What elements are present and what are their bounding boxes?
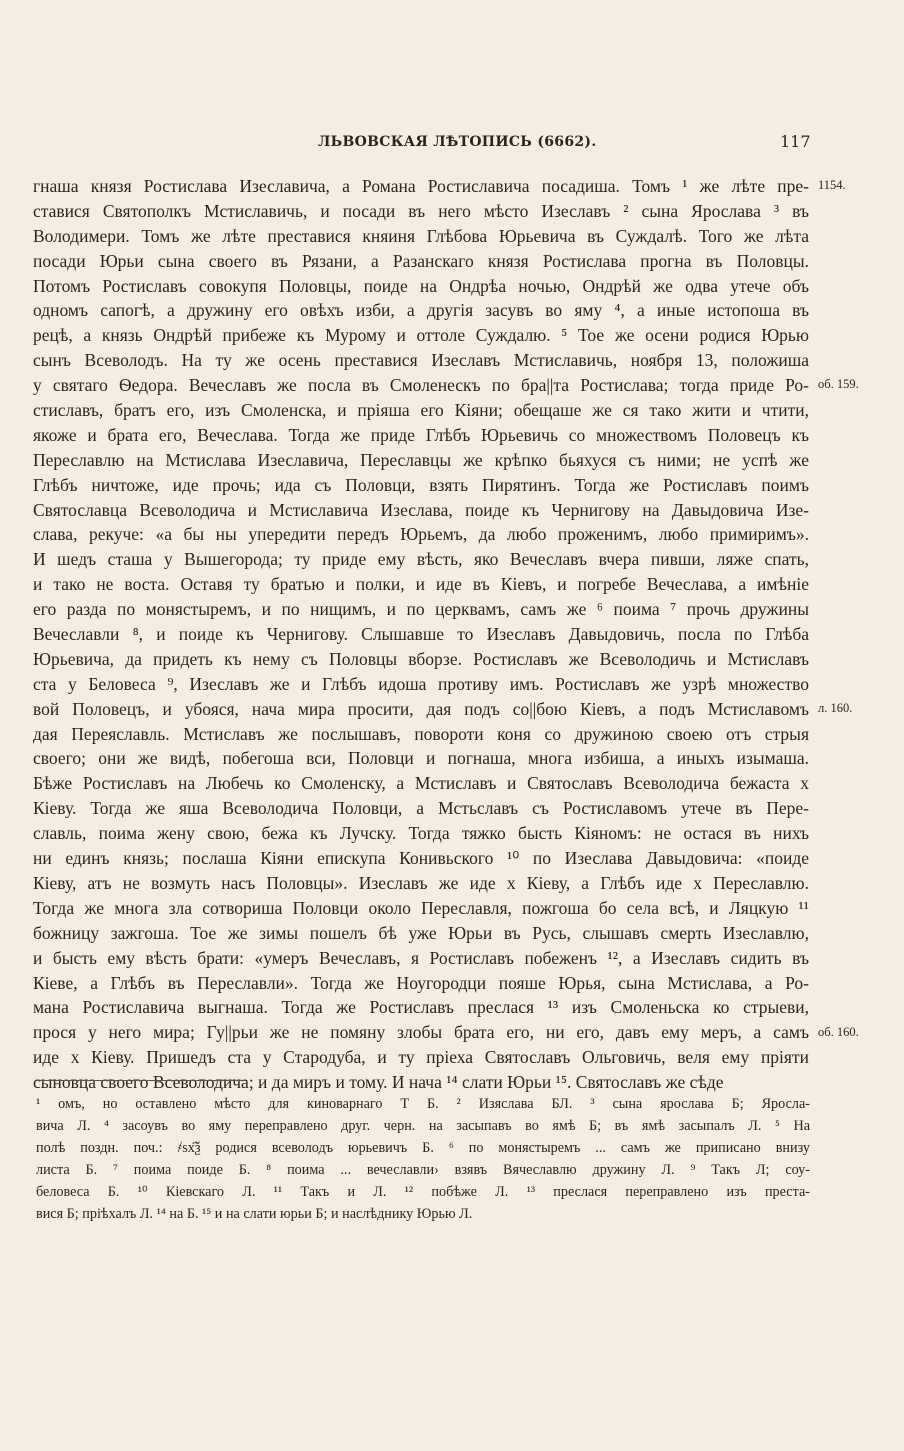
text-line: сынъ Всеволодъ. На ту же осень преставися Изеславъ Мстиславичь, ноября 13, положиша [33,350,809,371]
text-line: Кіеву, атъ не возмуть насъ Половцы». Изеславъ же иде х Кіеву, а Глѣбъ иде х Переславлю. [33,872,809,893]
footnote-line: вися Б; пріѣхалъ Л. ¹⁴ на Б. ¹⁵ и на слати юрьи Б; и наслѣднику Юрью Л. [36,1206,473,1222]
text-line: Володимери. Томъ же лѣте преставися княиня Глѣбова Юрьевича въ Суждалѣ. Того же лѣта [33,225,809,246]
text-line: мана Ростиславича выгнаша. Тогда же Ростиславъ преслася ¹³ изъ Смоленьска ко стрыеви, [33,997,809,1018]
text-line: прося у него мира; Гу||рьи же не помяну злобы брата его, ни его, давъ ему меръ, а самъ [33,1022,809,1043]
main-text [33,174,809,1095]
text-line: И шедъ сташа у Вышегорода; ту приде ему вѣсть, яко Вечеславъ вчера пивши, ляже спать, [33,549,809,570]
text-line: славль, поима жену свою, бежа къ Лучску. Тогда тяжко бысть Кіяномъ: не остася въ нихъ [33,823,809,844]
text-line: его разда по монястыремъ, и по нищимъ, и по церквамъ, самъ же ⁶ поима ⁷ прочь дружины [33,599,809,620]
text-line: Кіеве, а Глѣбъ въ Переславли». Тогда же Ноугородци пояше Юрья, сына Мстислава, а Ро- [33,972,809,993]
text-line: иде х Кіеву. Пришедъ ста у Стародуба, и ту пріеха Святославъ Ольговичь, веля ему пріяти [33,1047,809,1068]
text-line: якоже и брата его, Вечеслава. Тогда же приде Глѣбъ Юрьевичь со множествомъ Половецъ къ [33,424,809,445]
text-line: Переславлю на Мстислава Изеславича, Переславцы же крѣпко бьяхуся съ ними; не успѣ же [33,449,809,470]
text-line: сыновца своего Всеволодича; и да миръ и тому. И нача ¹⁴ слати Юрьи ¹⁵. Святославъ же сѣде [33,1072,724,1093]
footnote-line: беловеса Б. ¹⁰ Кіевскаго Л. ¹¹ Такъ и Л. ¹² побѣже Л. ¹³ преслася переправлено изъ преста- [36,1184,810,1200]
text-line: и тако не воста. Оставя ту братью и полки, и иде въ Кіевъ, и погребе Вечеслава, а имѣніе [33,574,809,595]
text-line: гнаша князя Ростислава Изеславича, а Романа Ростиславича посадиша. Томъ ¹ же лѣте пре- [33,176,809,196]
page-number: 117 [780,132,811,151]
running-title: ЛЬВОВСКАЯ ЛѢТОПИСЬ (6662). [318,134,597,150]
text-line: вой Половецъ, и убояся, нача мира просити, дая подъ со||бою Кіевъ, а подъ Мстиславомъ [33,698,809,719]
text-line: посади Юрьи сына своего въ Рязани, а Разанскаго князя Ростислава прогна въ Половцы. [33,250,809,271]
footnote-divider [36,1080,246,1081]
text-line: своего; они же видѣ, побегоша вси, Половци и погнаша, многа избиша, а иныхъ изымаша. [33,748,809,769]
margin-note: 1154. [818,178,846,192]
text-line: ставися Святополкъ Мстиславичь, и посади въ него мѣсто Изеславъ ² сына Ярослава ³ въ [33,200,809,221]
text-line: Юрьевича, да придеть къ нему съ Половцы вборзе. Ростиславъ же Всеволодичь и Мстиславъ [33,648,809,669]
footnote-line: ¹ омъ, но оставлено мѣсто для киноварнаго Т Б. ² Изяслава БЛ. ³ сына ярослава Б; Яросла- [36,1096,810,1112]
text-line: ста у Беловеса ⁹, Изеславъ же и Глѣбъ идоша противу имъ. Ростиславъ же узрѣ множество [33,673,809,694]
footnotes [36,1093,810,1225]
text-line: ни единъ князь; послаша Кіяни епискупа Конивьского ¹⁰ по Изеслава Давыдовича: «поиде [33,848,809,869]
text-line: Вечеславли ⁸, и поиде къ Чернигову. Слышавше то Изеславъ Давыдовичь, посла по Глѣба [33,624,809,645]
text-line: Святославца Всеволодича и Мстиславича Изеслава, поиде къ Чернигову на Давыдовича Изе- [33,499,809,520]
margin-note: об. 159. [818,377,859,392]
running-header [0,134,904,158]
text-line: слава, рекуче: «а бы ны упередити передъ Юрьемъ, да любо проженимъ, любо примиримъ». [33,524,809,545]
text-line: дая Переяславль. Мстиславъ же послышавъ, повороти коня со дружиною своею отъ стрыя [33,723,809,744]
footnote-line: вича Л. ⁴ засоувъ во яму переправлено друг. черн. на засыпавъ во ямѣ Б; въ ямѣ засыпалъ Л. ⁵ На [36,1118,810,1134]
text-line: одномъ сапогѣ, а дружину его овѣхъ изби, а другія засувъ во яму ⁴, а иные истопоша въ [33,300,809,321]
margin-note: об. 160. [818,1024,859,1039]
footnote-line: листа Б. ⁷ поима поиде Б. ⁸ поима ... вечеславли› взявъ Вячеславлю дружину Л. ⁹ Такъ Л; соу- [36,1162,810,1178]
text-line: рецѣ, а князь Ондрѣй прибеже къ Мурому и оттоле Суждалю. ⁵ Тое же осени родися Юрью [33,325,809,346]
text-line: и бысть ему вѣсть брати: «умеръ Вечеславъ, я Ростиславъ побеженъ ¹², а Изеславъ сидить въ [33,947,809,968]
text-line: божницу зажгоша. Тое же зимы пошелъ бѣ уже Юрьи въ Русь, слышавъ смерть Изеславлю, [33,922,809,943]
margin-note: л. 160. [818,700,853,715]
text-line: Глѣбъ ничтоже, иде прочь; ида съ Половци, взять Пирятинъ. Тогда же Ростиславъ поимъ [33,474,809,495]
text-line: стиславъ, братъ его, изъ Смоленска, и пріяша его Кіяни; обещаше же ся тако жити и чтити, [33,400,809,421]
text-line: у святаго Ѳедора. Вечеславъ же посла въ Смоленескъ по бра||та Ростислава; тогда приде Ро- [33,375,809,396]
text-line: Потомъ Ростиславъ совокупя Половцы, поиде на Ондрѣа ночью, Ондрѣй же одва утече объ [33,275,809,296]
text-line: Кіеву. Тогда же яша Всеволодича Половци, а Мстьславъ съ Ростиславомъ утече въ Пере- [33,798,809,819]
text-line: Тогда же многа зла сотвориша Половци около Переславля, пожгоша бо села всѣ, и Ляцкую ¹¹ [33,897,809,918]
text-line: Бѣже Ростиславъ на Любечь ко Смоленску, а Мстиславъ и Святославъ Всеволодича бежаста х [33,773,809,794]
footnote-line: полѣ поздн. поч.: ҂ѕх҃ѯ родися всеволодъ юрьевичъ Б. ⁶ по монястыремъ ... самъ же приписано внизу [36,1140,810,1156]
